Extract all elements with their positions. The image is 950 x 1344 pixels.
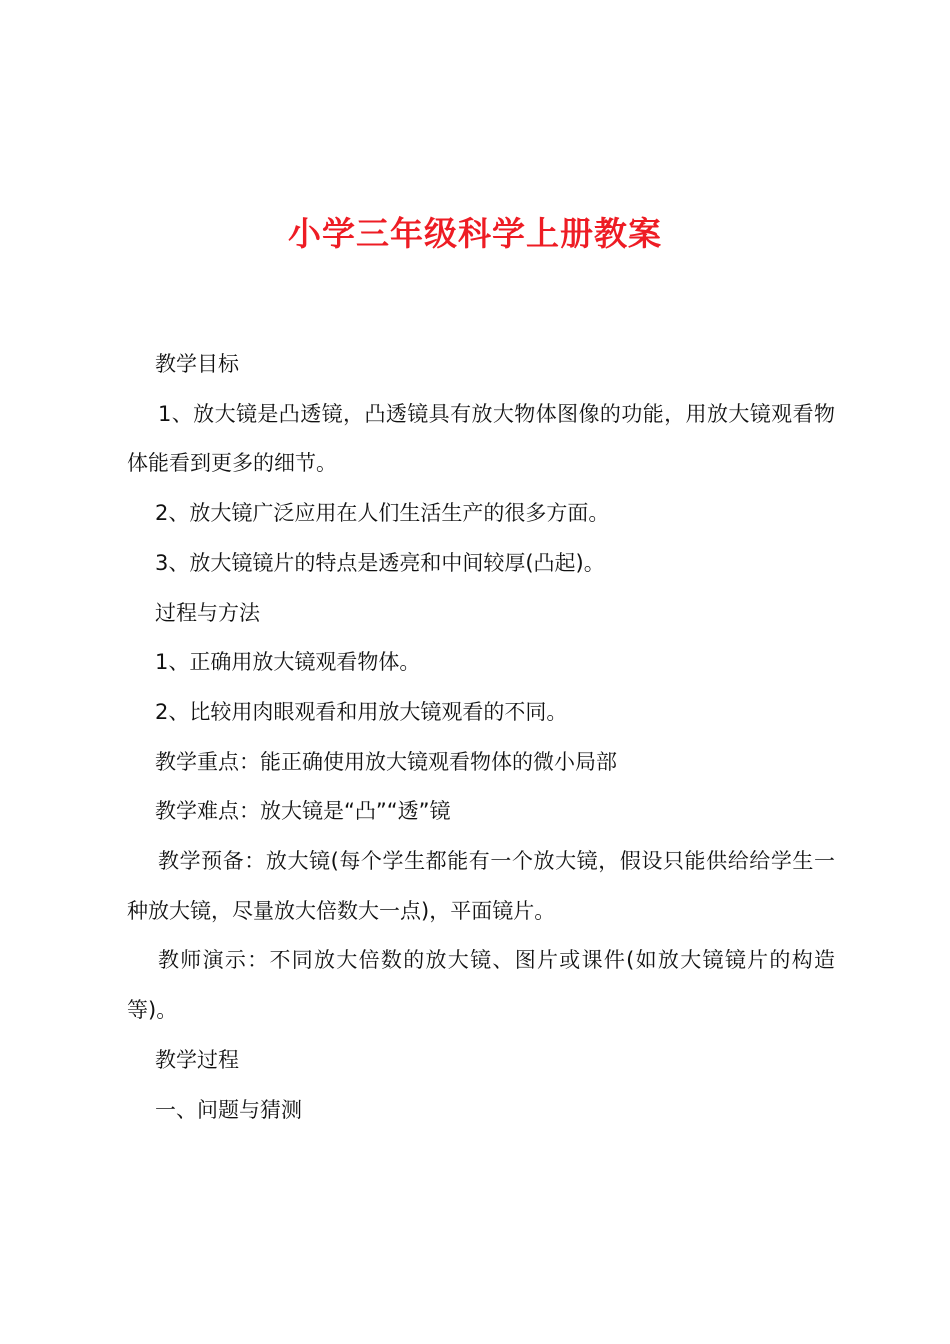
method-item-1: 1、正确用放大镜观看物体。 — [155, 650, 421, 675]
teaching-difficulty: 教学难点：放大镜是“凸”“透”镜 — [155, 799, 451, 824]
teaching-key-point: 教学重点：能正确使用放大镜观看物体的微小局部 — [155, 749, 617, 774]
teacher-demonstration: 教师演示：不同放大倍数的放大镜、图片或课件(如放大镜镜片的构造等)。 — [127, 948, 835, 1023]
section-questions-guesses: 一、问题与猜测 — [155, 1097, 302, 1122]
heading-process-methods: 过程与方法 — [155, 600, 260, 625]
method-item-2: 2、比较用肉眼观看和用放大镜观看的不同。 — [155, 699, 568, 724]
teaching-preparation: 教学预备：放大镜(每个学生都能有一个放大镜，假设只能供给给学生一种放大镜，尽量放大倍数大一点)，平面镜片。 — [127, 849, 835, 923]
goal-item-1: 1、放大镜是凸透镜，凸透镜具有放大物体图像的功能，用放大镜观看物体能看到更多的细节。 — [127, 401, 835, 476]
heading-teaching-goals: 教学目标 — [155, 352, 239, 376]
document-title: 小学三年级科学上册教案 — [288, 214, 662, 253]
goal-item-3: 3、放大镜镜片的特点是透亮和中间较厚(凸起)。 — [155, 550, 605, 575]
document-body — [127, 340, 835, 1135]
heading-teaching-process: 教学过程 — [155, 1047, 239, 1072]
goal-item-2: 2、放大镜广泛应用在人们生活生产的很多方面。 — [155, 501, 610, 526]
